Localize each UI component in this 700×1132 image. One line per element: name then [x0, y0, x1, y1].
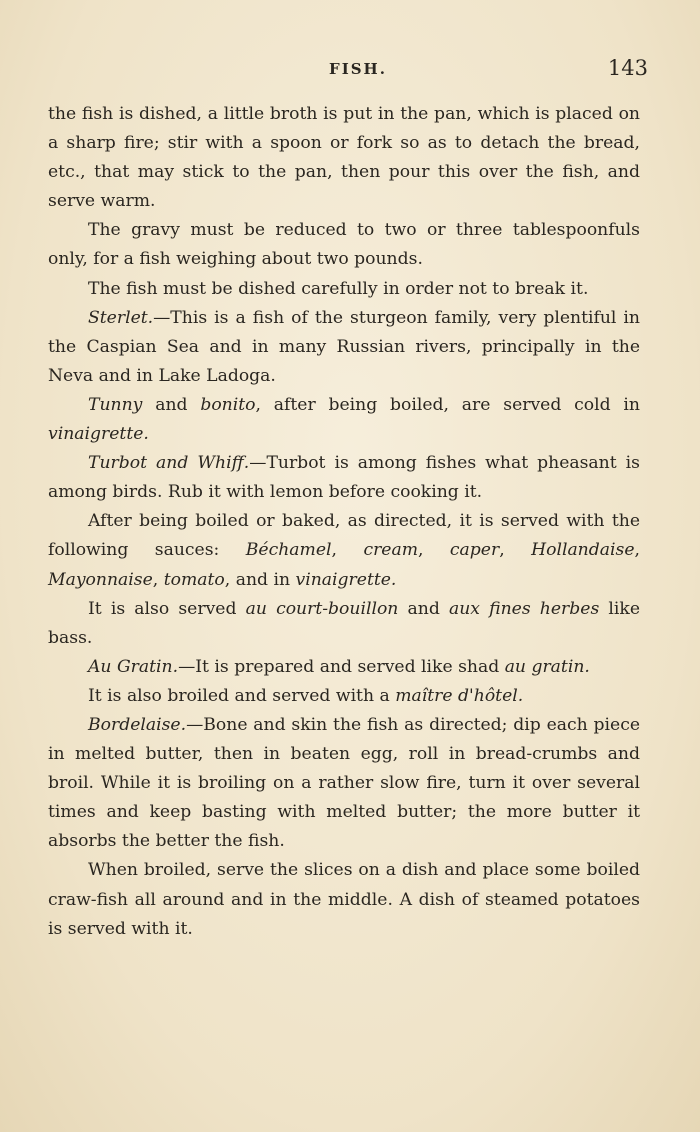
text-run: ,: [331, 540, 364, 561]
italic-text-run: vinaigrette.: [48, 424, 149, 445]
text-run: It is also broiled and served with a: [88, 685, 396, 706]
text-run: , and in: [224, 569, 296, 590]
italic-text-run: Tunny: [88, 394, 143, 415]
paragraph: [48, 216, 640, 274]
text-run: ,: [634, 540, 640, 561]
paragraph: [48, 856, 640, 943]
running-title: FISH.: [329, 60, 387, 78]
paragraph: [48, 711, 640, 856]
text-run: and: [398, 598, 449, 619]
text-run: —It is prepared and served like shad: [178, 656, 505, 677]
text-run: The gravy must be reduced to two or three tablespoonfuls only, for a fish weighing about two pounds.: [48, 220, 640, 270]
text-run: —Turbot is among fishes what pheasant is among birds. Rub it with lemon before cooking it.: [48, 453, 640, 503]
italic-text-run: au gratin.: [504, 656, 590, 677]
paragraph: [48, 682, 640, 711]
italic-text-run: Au Gratin.: [88, 656, 179, 677]
italic-text-run: Turbot and Whiff.: [88, 453, 250, 474]
italic-text-run: aux fines herbes: [448, 598, 600, 619]
text-run: —Bone and skin the fish as directed; dip each piece in melted butter, then in beaten egg, roll in bread-crumbs and broil. While it is broiling on a rather slow fire, turn it over several times and keep basting with melted butter; the more butter it absorbs the better the fish.: [48, 714, 640, 852]
paragraph: [48, 595, 640, 653]
text-run: When broiled, serve the slices on a dish and place some boiled craw-fish all around and in the middle. A dish of steamed potatoes is served with it.: [48, 860, 640, 939]
italic-text-run: Sterlet.: [88, 307, 154, 328]
paragraph: [48, 391, 640, 449]
text-run: The fish must be dished carefully in order not to break it.: [88, 278, 589, 299]
italic-text-run: vinaigrette.: [295, 569, 397, 590]
italic-text-run: Mayonnaise: [48, 569, 153, 590]
paragraph: [48, 507, 640, 594]
body-text: [48, 100, 640, 944]
running-head: [48, 56, 648, 86]
text-run: like bass.: [48, 598, 640, 648]
text-run: , after being boiled, are served cold in: [255, 394, 640, 415]
italic-text-run: Hollandaise: [531, 540, 635, 561]
paragraph: [48, 100, 640, 216]
italic-text-run: bonito: [200, 394, 256, 415]
text-run: and: [142, 394, 201, 415]
italic-text-run: au court-bouillon: [245, 598, 399, 619]
paragraph: [48, 653, 640, 682]
text-run: ,: [418, 540, 450, 561]
paragraph: [48, 275, 640, 304]
italic-text-run: Béchamel: [245, 540, 332, 561]
italic-text-run: Bordelaise.: [88, 714, 187, 735]
paragraph: [48, 304, 640, 391]
text-run: After being boiled or baked, as directed, it is served with the following sauces:: [48, 511, 640, 561]
text-run: It is also served: [88, 598, 246, 619]
text-run: ,: [152, 569, 164, 590]
text-run: ,: [499, 540, 532, 561]
italic-text-run: cream: [363, 540, 418, 561]
italic-text-run: caper: [449, 540, 500, 561]
italic-text-run: maître d'hôtel.: [395, 685, 524, 706]
page-number: 143: [607, 56, 648, 80]
text-run: —This is a fish of the sturgeon family, very plentiful in the Caspian Sea and in many Russian rivers, principally in the Neva and in Lake Ladoga.: [48, 307, 640, 386]
italic-text-run: tomato: [163, 569, 225, 590]
text-run: the fish is dished, a little broth is put in the pan, which is placed on a sharp fire; stir with a spoon or fork so as to detach the bread, etc., that may stick to the pan, then pour this over the fish, and serve warm.: [48, 104, 640, 212]
paragraph: [48, 449, 640, 507]
